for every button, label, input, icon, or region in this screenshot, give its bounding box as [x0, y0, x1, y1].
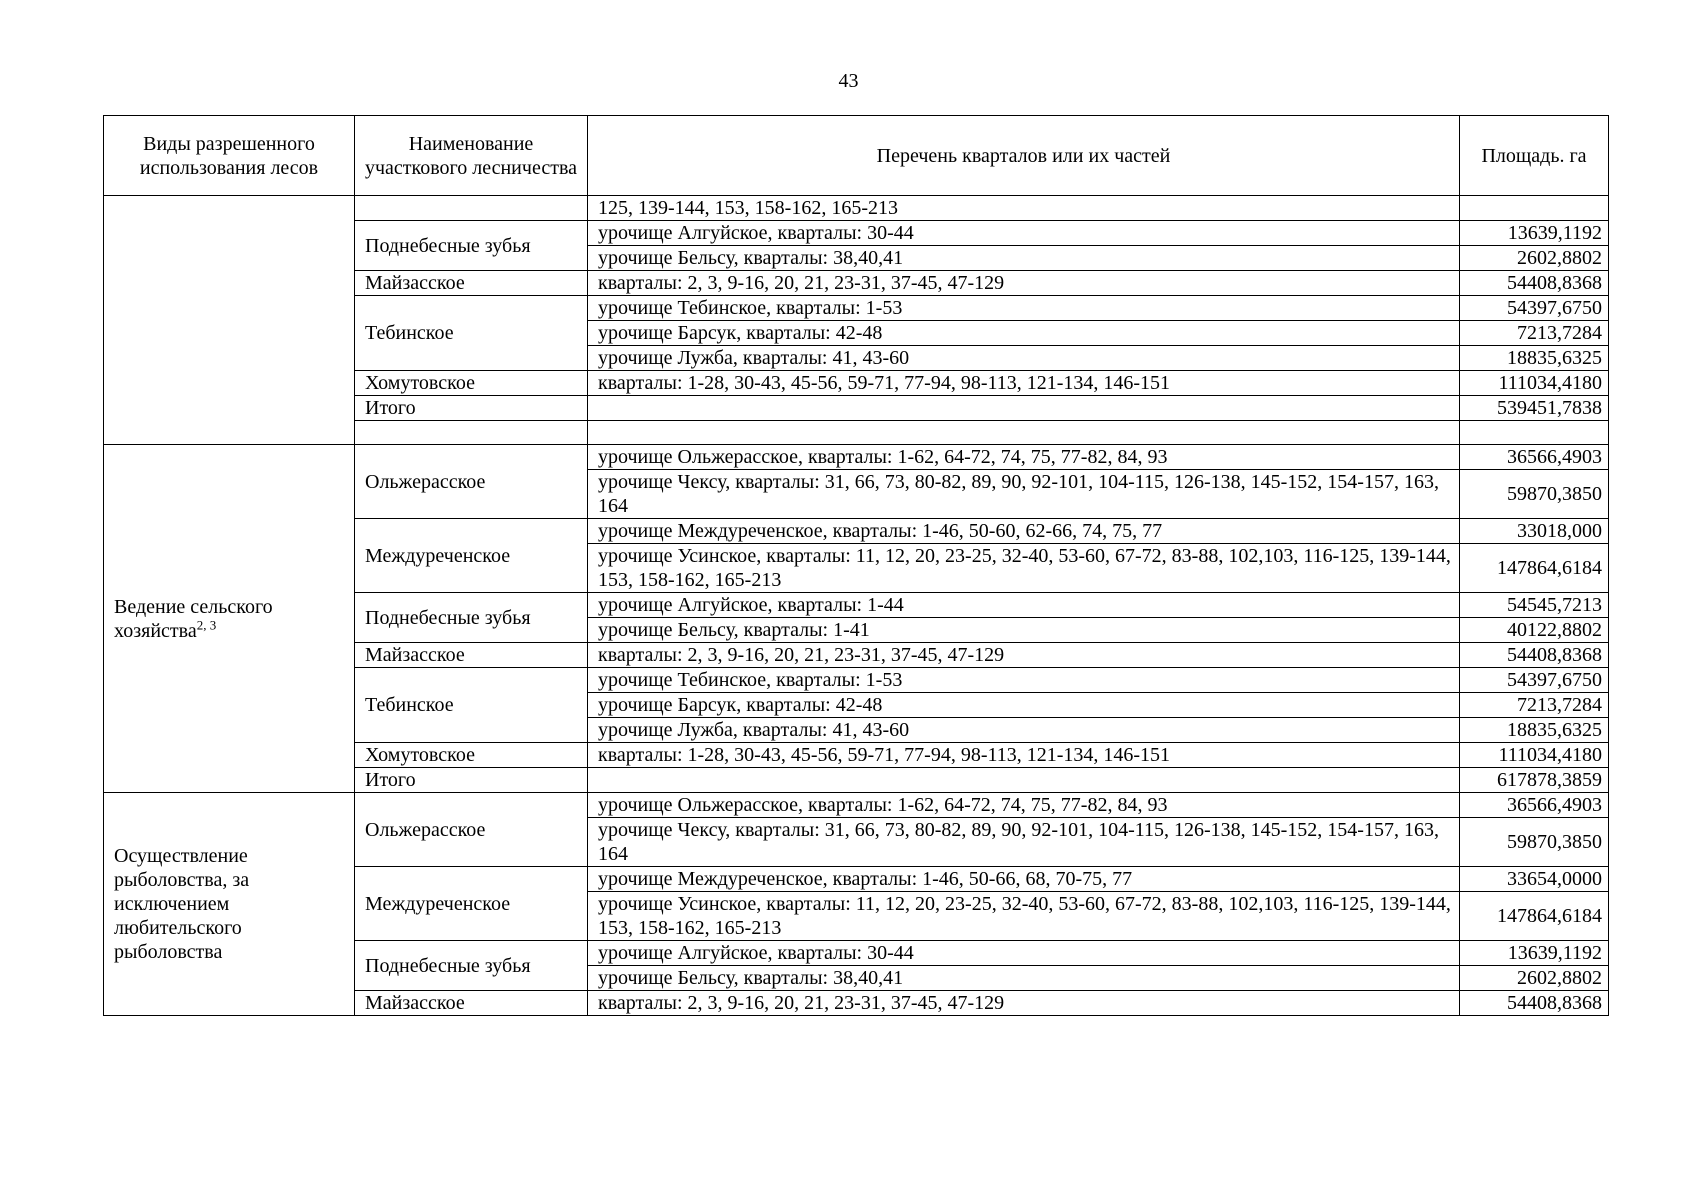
- blocks-cell: урочище Тебинское, кварталы: 1-53: [588, 668, 1460, 693]
- forestry-cell: Хомутовское: [355, 371, 588, 396]
- blocks-cell: урочище Бельсу, кварталы: 38,40,41: [588, 246, 1460, 271]
- forest-use-table: [103, 115, 1609, 1016]
- total-area: 539451,7838: [1460, 396, 1609, 421]
- forestry-cell: Поднебесные зубья: [355, 221, 588, 271]
- forestry-cell: Тебинское: [355, 296, 588, 371]
- area-cell: 59870,3850: [1460, 818, 1609, 867]
- blocks-cell: урочище Лужба, кварталы: 41, 43-60: [588, 718, 1460, 743]
- forestry-cell: Хомутовское: [355, 743, 588, 768]
- kind-label: Ведение сельского хозяйства: [114, 595, 273, 642]
- area-cell: 7213,7284: [1460, 321, 1609, 346]
- blocks-cell: урочище Барсук, кварталы: 42-48: [588, 693, 1460, 718]
- forestry-cell: Тебинское: [355, 668, 588, 743]
- table-row: [104, 196, 1609, 221]
- blocks-cell: кварталы: 2, 3, 9-16, 20, 21, 23-31, 37-45, 47-129: [588, 991, 1460, 1016]
- kind-cell: Осуществление рыболовства, за исключением любительского рыболовства: [104, 793, 355, 1016]
- header-kind: Виды разрешенного использования лесов: [104, 116, 355, 196]
- table-row: [104, 793, 1609, 818]
- blocks-cell: урочище Алгуйское, кварталы: 30-44: [588, 221, 1460, 246]
- total-label: Итого: [355, 768, 588, 793]
- table-row: [104, 445, 1609, 470]
- forestry-cell: Майзасское: [355, 991, 588, 1016]
- area-cell: 18835,6325: [1460, 718, 1609, 743]
- blocks-cell: урочище Барсук, кварталы: 42-48: [588, 321, 1460, 346]
- forestry-cell: Ольжерасское: [355, 793, 588, 867]
- footnote-ref: 2, 3: [196, 616, 217, 632]
- blocks-cell: урочище Междуреченское, кварталы: 1-46, 50-66, 68, 70-75, 77: [588, 867, 1460, 892]
- area-cell: 54408,8368: [1460, 643, 1609, 668]
- area-cell: 111034,4180: [1460, 371, 1609, 396]
- blocks-cell: кварталы: 2, 3, 9-16, 20, 21, 23-31, 37-45, 47-129: [588, 271, 1460, 296]
- blocks-cell: урочище Алгуйское, кварталы: 30-44: [588, 941, 1460, 966]
- empty-cell: [1460, 421, 1609, 445]
- blocks-cell: урочище Алгуйское, кварталы: 1-44: [588, 593, 1460, 618]
- blocks-cell: урочище Ольжерасское, кварталы: 1-62, 64-72, 74, 75, 77-82, 84, 93: [588, 793, 1460, 818]
- header-blocks: Перечень кварталов или их частей: [588, 116, 1460, 196]
- area-cell: 7213,7284: [1460, 693, 1609, 718]
- area-cell: 18835,6325: [1460, 346, 1609, 371]
- area-cell: 147864,6184: [1460, 892, 1609, 941]
- blocks-cell: урочище Лужба, кварталы: 41, 43-60: [588, 346, 1460, 371]
- area-cell: 33018,000: [1460, 519, 1609, 544]
- area-cell: [1460, 196, 1609, 221]
- area-cell: 13639,1192: [1460, 221, 1609, 246]
- area-cell: 36566,4903: [1460, 793, 1609, 818]
- area-cell: 54397,6750: [1460, 668, 1609, 693]
- area-cell: 2602,8802: [1460, 246, 1609, 271]
- header-row: [104, 116, 1609, 196]
- area-cell: 54408,8368: [1460, 991, 1609, 1016]
- blocks-cell: урочище Чексу, кварталы: 31, 66, 73, 80-82, 89, 90, 92-101, 104-115, 126-138, 145-152, 154-157, 163, 164: [588, 470, 1460, 519]
- area-cell: 40122,8802: [1460, 618, 1609, 643]
- blocks-cell: урочище Ольжерасское, кварталы: 1-62, 64-72, 74, 75, 77-82, 84, 93: [588, 445, 1460, 470]
- forestry-cell: Междуреченское: [355, 519, 588, 593]
- empty-cell: [588, 421, 1460, 445]
- forestry-cell: Поднебесные зубья: [355, 941, 588, 991]
- page-number: 43: [838, 70, 859, 92]
- forestry-cell: Поднебесные зубья: [355, 593, 588, 643]
- area-cell: 33654,0000: [1460, 867, 1609, 892]
- area-cell: 59870,3850: [1460, 470, 1609, 519]
- area-cell: 54408,8368: [1460, 271, 1609, 296]
- blocks-cell: урочище Бельсу, кварталы: 38,40,41: [588, 966, 1460, 991]
- area-cell: 2602,8802: [1460, 966, 1609, 991]
- blocks-cell: кварталы: 1-28, 30-43, 45-56, 59-71, 77-94, 98-113, 121-134, 146-151: [588, 743, 1460, 768]
- forestry-cell: Майзасское: [355, 643, 588, 668]
- forestry-cell: Майзасское: [355, 271, 588, 296]
- area-cell: 54397,6750: [1460, 296, 1609, 321]
- total-label: Итого: [355, 396, 588, 421]
- area-cell: 147864,6184: [1460, 544, 1609, 593]
- blocks-cell: урочище Тебинское, кварталы: 1-53: [588, 296, 1460, 321]
- forestry-cell: Междуреченское: [355, 867, 588, 941]
- blocks-cell: урочище Чексу, кварталы: 31, 66, 73, 80-82, 89, 90, 92-101, 104-115, 126-138, 145-152, 154-157, 163, 164: [588, 818, 1460, 867]
- kind-cell: [104, 445, 355, 793]
- forestry-cell: [355, 196, 588, 221]
- blocks-cell: урочище Междуреченское, кварталы: 1-46, 50-60, 62-66, 74, 75, 77: [588, 519, 1460, 544]
- blocks-cell: урочище Усинское, кварталы: 11, 12, 20, 23-25, 32-40, 53-60, 67-72, 83-88, 102,103, 116-125, 139-144, 153, 158-162, 165-213: [588, 544, 1460, 593]
- area-cell: 54545,7213: [1460, 593, 1609, 618]
- blocks-cell: урочище Усинское, кварталы: 11, 12, 20, 23-25, 32-40, 53-60, 67-72, 83-88, 102,103, 116-125, 139-144, 153, 158-162, 165-213: [588, 892, 1460, 941]
- area-cell: 13639,1192: [1460, 941, 1609, 966]
- header-area: Площадь. га: [1460, 116, 1609, 196]
- forestry-cell: Ольжерасское: [355, 445, 588, 519]
- blocks-cell: [588, 396, 1460, 421]
- blocks-cell: кварталы: 2, 3, 9-16, 20, 21, 23-31, 37-45, 47-129: [588, 643, 1460, 668]
- header-forestry: Наименование участкового лесничества: [355, 116, 588, 196]
- blocks-cell: 125, 139-144, 153, 158-162, 165-213: [588, 196, 1460, 221]
- blocks-cell: кварталы: 1-28, 30-43, 45-56, 59-71, 77-94, 98-113, 121-134, 146-151: [588, 371, 1460, 396]
- kind-cell: [104, 196, 355, 445]
- empty-cell: [355, 421, 588, 445]
- area-cell: 36566,4903: [1460, 445, 1609, 470]
- total-area: 617878,3859: [1460, 768, 1609, 793]
- blocks-cell: [588, 768, 1460, 793]
- blocks-cell: урочище Бельсу, кварталы: 1-41: [588, 618, 1460, 643]
- area-cell: 111034,4180: [1460, 743, 1609, 768]
